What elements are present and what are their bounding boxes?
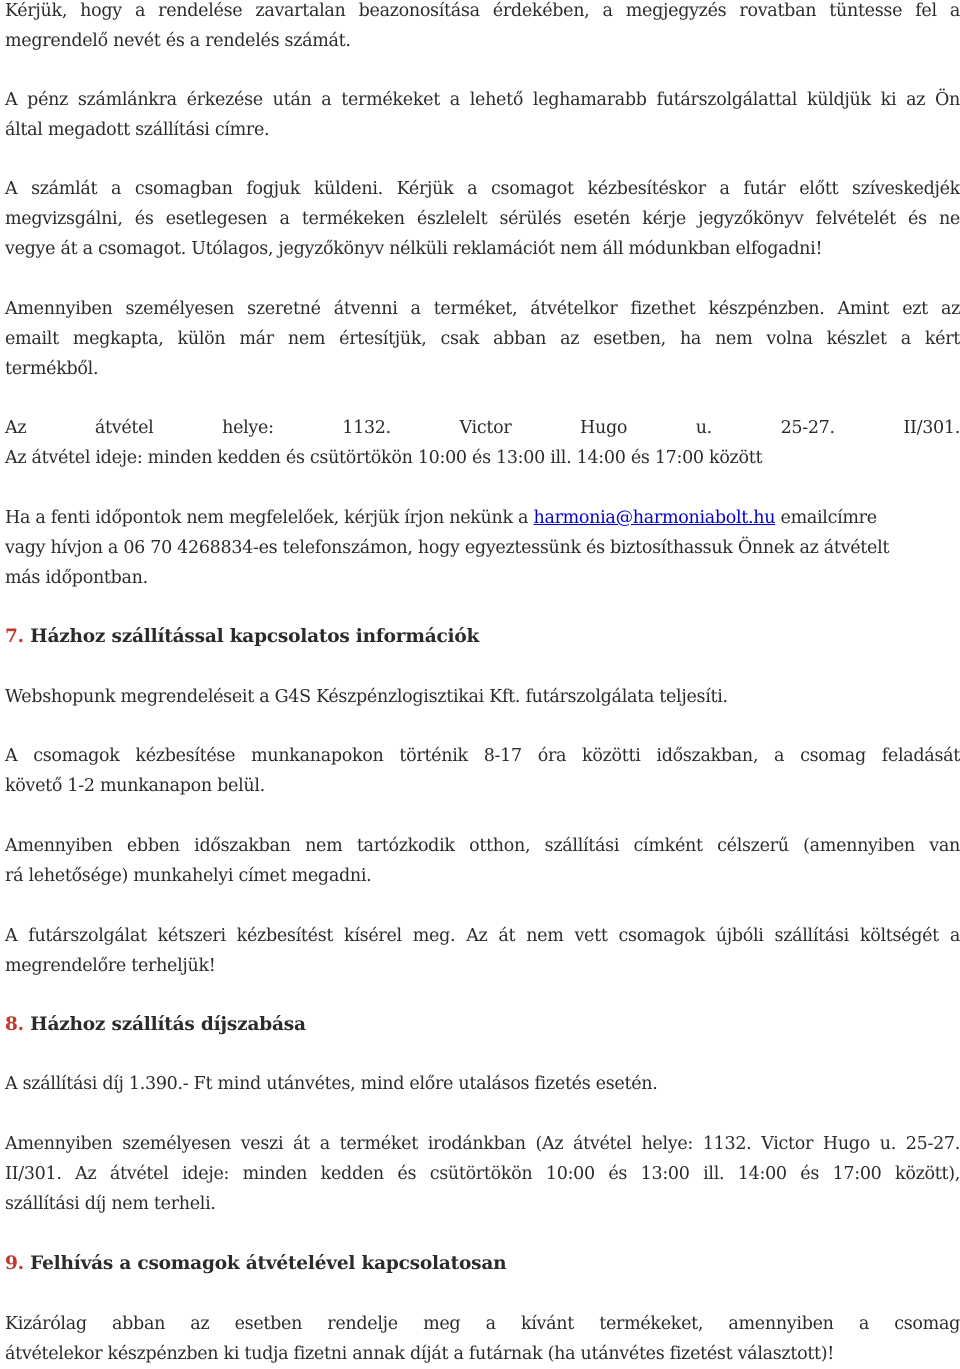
section-title: Házhoz szállítással kapcsolatos információk [30,626,480,647]
text-line: II/301. Az átvétel ideje: minden kedden és csütörtökön 10:00 és 13:00 ill. 14:00 és 17:00 között), [5,1164,960,1184]
section-number: 8. [5,1014,24,1035]
text-line: A csomagok kézbesítése munkanapokon történik 8-17 óra közötti időszakban, a csomag feladását [5,746,960,766]
text-line: más időpontban. [5,568,148,588]
paragraph-invoice-inspection [5,174,960,264]
paragraph-cash-warning [5,1309,960,1369]
text-line: A futárszolgálat kétszeri kézbesítést kísérel meg. Az át nem vett csomagok újbóli szállítási költségét a [5,926,960,946]
text-line: vegye át a csomagot. Utólagos, jegyzőkönyv nélküli reklamációt nem áll módunkban elfogadni! [5,239,823,259]
paragraph-identification [5,0,960,56]
pickup-hours: Az átvétel ideje: minden kedden és csütörtökön 10:00 és 13:00 ill. 14:00 és 17:00 között [5,448,763,468]
text-line: megrendelő nevét és a rendelés számát. [5,31,351,51]
text-line: A szállítási díj 1.390.- Ft mind utánvétes, mind előre utalásos fizetés esetén. [5,1074,658,1094]
text-line: termékből. [5,359,99,379]
paragraph-shipping-fee [5,1069,960,1099]
text-line: vagy hívjon a 06 70 4268834-es telefonszámon, hogy egyeztessünk és biztosíthassuk Önnek az átvételt [5,538,890,558]
text-line: megrendelőre terheljük! [5,956,216,976]
text-line: Amennyiben ebben időszakban nem tartózkodik otthon, szállítási címként célszerű (amennyiben van [5,836,960,856]
paragraph-pickup-location [5,413,960,473]
section-heading-7 [5,622,479,652]
text-line: emailt megkapta, külön már nem értesítjük, csak abban az esetben, ha nem volna készlet a kért [5,329,960,349]
text-line: követő 1-2 munkanapon belül. [5,776,265,796]
section-number: 7. [5,626,24,647]
text-line: rá lehetősége) munkahelyi címet megadni. [5,866,372,886]
text-line: A pénz számlánkra érkezése után a termékeket a lehető leghamarabb futárszolgálattal küldjük ki az Ön [5,90,960,110]
section-title: Házhoz szállítás díjszabása [30,1014,306,1035]
pickup-address: Az átvétel helye: 1132. Victor Hugo u. 25-27. II/301. [5,418,960,438]
paragraph-delivery-attempts [5,921,960,981]
email-link[interactable]: harmonia@harmoniabolt.hu [533,508,776,528]
paragraph-contact [5,503,960,593]
text-line: Amennyiben személyesen szeretné átvenni a terméket, átvételkor fizethet készpénzben. Amint ezt az [5,299,960,319]
text-line: szállítási díj nem terheli. [5,1194,216,1214]
paragraph-shipping-after-payment [5,85,960,145]
text-line: Amennyiben személyesen veszi át a terméket irodánkban (Az átvétel helye: 1132. Victor Hugo u. 25-27. [5,1134,960,1154]
section-heading-9 [5,1249,506,1279]
section-number: 9. [5,1253,24,1274]
text-line: Webshopunk megrendeléseit a G4S Készpénzlogisztikai Kft. futárszolgálata teljesíti. [5,687,728,707]
text-line: A számlát a csomagban fogjuk küldeni. Kérjük a csomagot kézbesítéskor a futár előtt szíveskedjék [5,179,960,199]
text-line: Kérjük, hogy a rendelése zavartalan beazonosítása érdekében, a megjegyzés rovatban tüntesse fel a [5,1,960,21]
paragraph-delivery-time [5,741,960,801]
text-line: megvizsgálni, és esetlegesen a termékeken észlelelt sérülés esetén kérje jegyzőkönyv felvételét és ne [5,209,960,229]
text-line: által megadott szállítási címre. [5,120,270,140]
section-heading-8 [5,1010,306,1040]
section-title: Felhívás a csomagok átvételével kapcsolatosan [30,1253,507,1274]
paragraph-courier-company [5,682,960,712]
text-line: Kizárólag abban az esetben rendelje meg a kívánt termékeket, amennyiben a csomag [5,1314,960,1334]
text-line: Ha a fenti időpontok nem megfelelőek, kérjük írjon nekünk a harmonia@harmoniabolt.hu emailcímre [5,508,877,528]
text-line: átvételekor készpénzben ki tudja fizetni annak díját a futárnak (ha utánvétes fizetést választott)! [5,1344,835,1364]
paragraph-work-address [5,831,960,891]
paragraph-personal-pickup [5,294,960,384]
paragraph-fee-exemption [5,1129,960,1219]
